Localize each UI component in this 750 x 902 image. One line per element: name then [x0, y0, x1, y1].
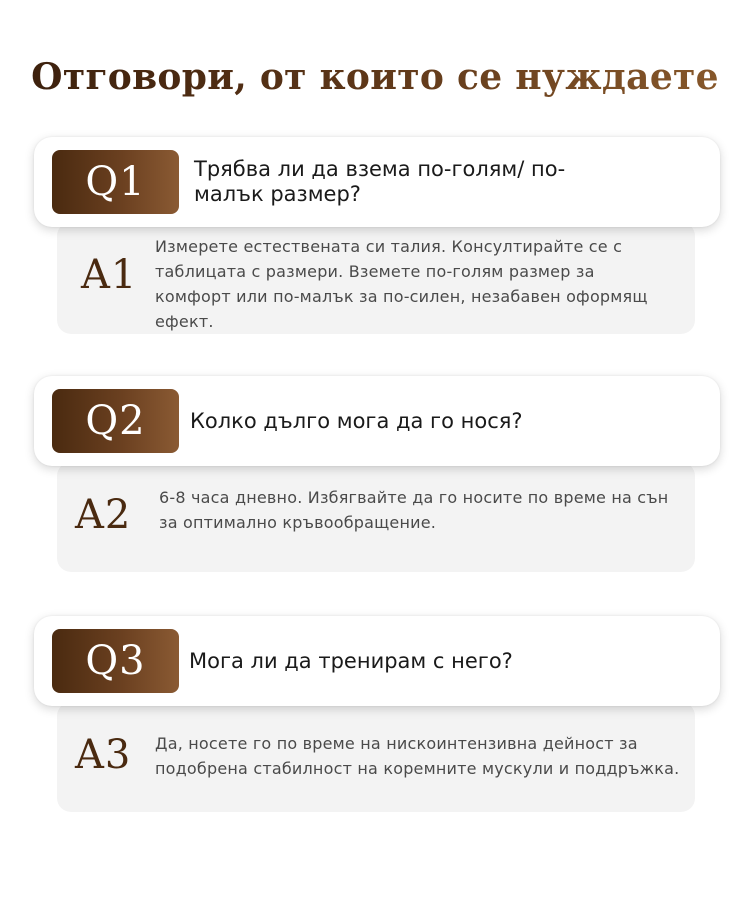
answer-label: A2 — [75, 492, 132, 538]
answer-label: A1 — [81, 252, 138, 298]
answer-label: A3 — [75, 732, 132, 778]
answer-text: Да, носете го по време на нискоинтензивна дейност за подобрена стабилност на коремните мускули и поддръжка. — [155, 734, 680, 778]
question-card-1[interactable] — [34, 137, 720, 227]
question-text: Трябва ли да взема по-голям/ по-малък размер? — [194, 157, 566, 206]
answer-card-3 — [57, 702, 695, 812]
question-badge: Q1 — [52, 150, 179, 214]
answer-card-1 — [57, 222, 695, 334]
answer-text: 6-8 часа дневно. Избягвайте да го носите по време на сън за оптимално кръвообращение. — [159, 488, 669, 532]
answer-card-2 — [57, 462, 695, 572]
question-card-2[interactable] — [34, 376, 720, 466]
question-badge: Q2 — [52, 389, 179, 453]
page-title: Отговори, от които се нуждаете — [0, 52, 750, 102]
question-card-3[interactable] — [34, 616, 720, 706]
question-text: Мога ли да тренирам с него? — [189, 648, 513, 673]
question-badge: Q3 — [52, 629, 179, 693]
question-text: Колко дълго мога да го нося? — [190, 408, 523, 433]
answer-text: Измерете естествената си талия. Консултирайте се с таблицата с размери. Вземете по-голям размер за комфорт или по-малък за по-силен, незабавен оформящ ефект. — [155, 237, 648, 331]
